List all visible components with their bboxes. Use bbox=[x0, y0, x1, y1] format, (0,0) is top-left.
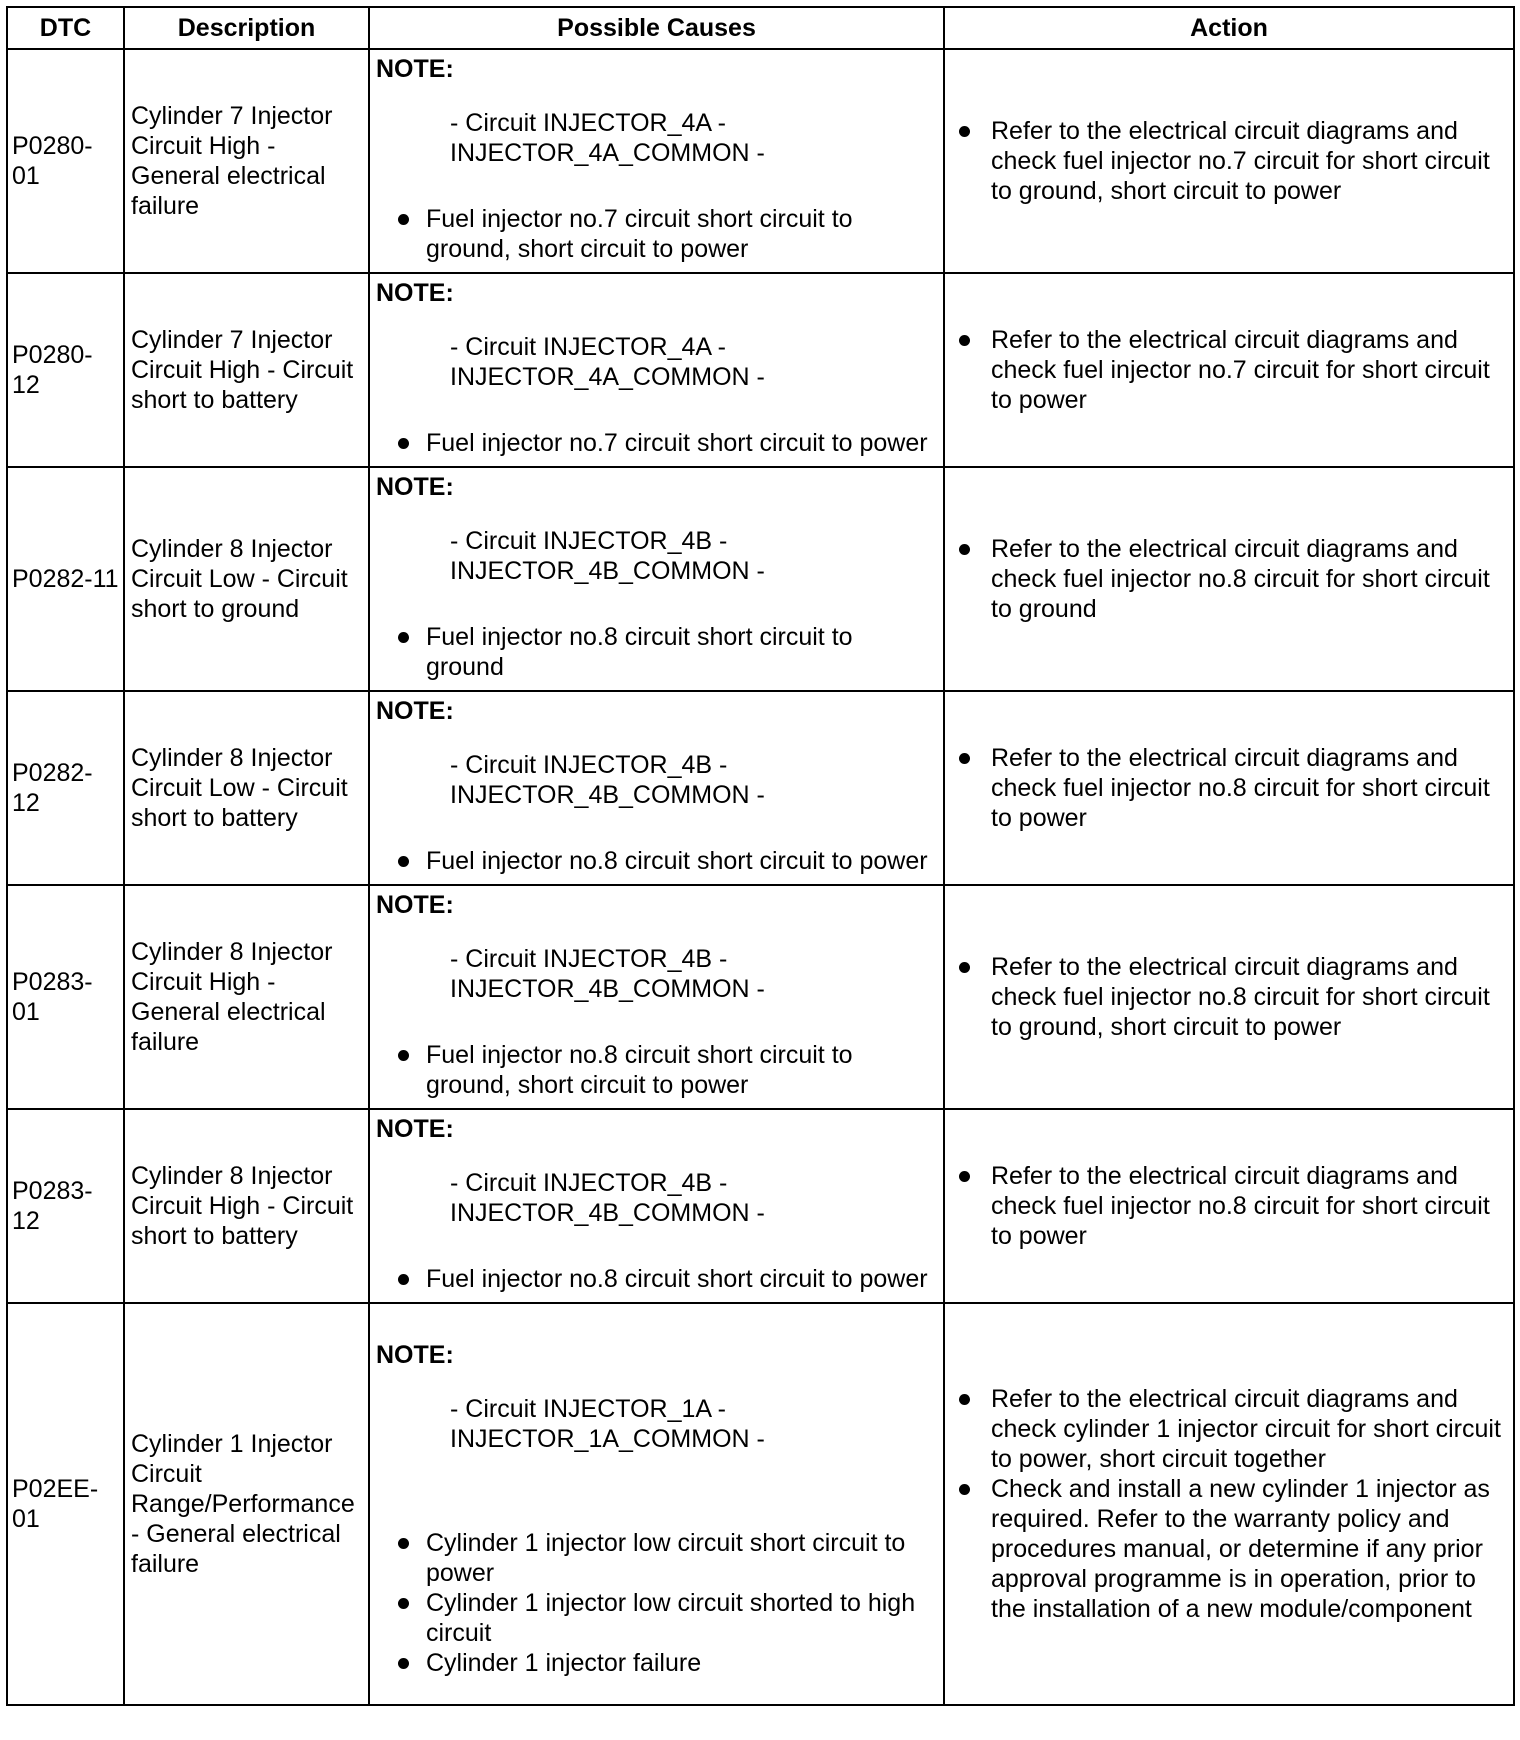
action-cell bbox=[944, 273, 1514, 467]
list-item: Refer to the electrical circuit diagrams and check fuel injector no.8 circuit for short circuit to ground, short circuit to power bbox=[959, 952, 1505, 1042]
possible-causes-cell bbox=[369, 467, 944, 691]
dtc-code: P0283-12 bbox=[7, 1109, 124, 1303]
note-label: NOTE: bbox=[376, 1341, 454, 1369]
dtc-description: Cylinder 8 Injector Circuit High - Circuit short to battery bbox=[124, 1109, 369, 1303]
list-item: Refer to the electrical circuit diagrams and check fuel injector no.8 circuit for short circuit to ground bbox=[959, 534, 1505, 624]
note-label: NOTE: bbox=[376, 891, 454, 919]
dtc-description: Cylinder 8 Injector Circuit High - General electrical failure bbox=[124, 885, 369, 1109]
dtc-code: P0282-11 bbox=[7, 467, 124, 691]
header-dtc: DTC bbox=[7, 7, 124, 49]
possible-causes-cell bbox=[369, 885, 944, 1109]
dtc-code: P0283-01 bbox=[7, 885, 124, 1109]
note-label: NOTE: bbox=[376, 279, 454, 307]
causes-list bbox=[398, 428, 937, 458]
actions-list bbox=[967, 116, 1505, 206]
list-item: Refer to the electrical circuit diagrams and check fuel injector no.8 circuit for short circuit to power bbox=[959, 1161, 1505, 1251]
dtc-description: Cylinder 8 Injector Circuit Low - Circuit short to battery bbox=[124, 691, 369, 885]
action-cell bbox=[944, 467, 1514, 691]
list-item: Check and install a new cylinder 1 injector as required. Refer to the warranty policy and procedures manual, or determine if any prior approval programme is in operation, prior to the installation of a new module/component bbox=[959, 1474, 1505, 1624]
causes-list bbox=[398, 622, 937, 682]
note-label: NOTE: bbox=[376, 1115, 454, 1143]
dtc-code: P0282-12 bbox=[7, 691, 124, 885]
possible-causes-cell bbox=[369, 273, 944, 467]
circuit-name: - Circuit INJECTOR_4B - INJECTOR_4B_COMMON - bbox=[450, 751, 765, 809]
table-row bbox=[7, 1303, 1514, 1705]
possible-causes-cell bbox=[369, 1303, 944, 1705]
list-item: Cylinder 1 injector low circuit short circuit to power bbox=[398, 1528, 937, 1588]
circuit-name: - Circuit INJECTOR_4B - INJECTOR_4B_COMMON - bbox=[450, 527, 765, 585]
action-cell bbox=[944, 1303, 1514, 1705]
possible-causes-cell bbox=[369, 1109, 944, 1303]
circuit-name: - Circuit INJECTOR_4B - INJECTOR_4B_COMMON - bbox=[450, 1169, 765, 1227]
causes-list bbox=[398, 204, 937, 264]
dtc-description: Cylinder 1 Injector Circuit Range/Performance - General electrical failure bbox=[124, 1303, 369, 1705]
dtc-code: P02EE-01 bbox=[7, 1303, 124, 1705]
table-row bbox=[7, 885, 1514, 1109]
actions-list bbox=[967, 952, 1505, 1042]
actions-list bbox=[967, 534, 1505, 624]
circuit-name: - Circuit INJECTOR_4A - INJECTOR_4A_COMMON - bbox=[450, 333, 765, 391]
dtc-code: P0280-12 bbox=[7, 273, 124, 467]
note-label: NOTE: bbox=[376, 473, 454, 501]
causes-list bbox=[398, 1264, 937, 1294]
dtc-description: Cylinder 7 Injector Circuit High - Circuit short to battery bbox=[124, 273, 369, 467]
table-row bbox=[7, 49, 1514, 273]
dtc-table bbox=[6, 6, 1515, 1706]
note-label: NOTE: bbox=[376, 697, 454, 725]
table-row bbox=[7, 691, 1514, 885]
table-row bbox=[7, 467, 1514, 691]
circuit-name: - Circuit INJECTOR_1A - INJECTOR_1A_COMMON - bbox=[450, 1395, 765, 1453]
action-cell bbox=[944, 1109, 1514, 1303]
list-item: Fuel injector no.8 circuit short circuit to power bbox=[398, 1264, 937, 1294]
possible-causes-cell bbox=[369, 49, 944, 273]
list-item: Cylinder 1 injector low circuit shorted to high circuit bbox=[398, 1588, 937, 1648]
causes-list bbox=[398, 1040, 937, 1100]
list-item: Refer to the electrical circuit diagrams and check fuel injector no.7 circuit for short circuit to power bbox=[959, 325, 1505, 415]
list-item: Cylinder 1 injector failure bbox=[398, 1648, 937, 1678]
list-item: Refer to the electrical circuit diagrams and check fuel injector no.7 circuit for short circuit to ground, short circuit to power bbox=[959, 116, 1505, 206]
circuit-name: - Circuit INJECTOR_4B - INJECTOR_4B_COMMON - bbox=[450, 945, 765, 1003]
action-cell bbox=[944, 885, 1514, 1109]
list-item: Refer to the electrical circuit diagrams and check cylinder 1 injector circuit for short circuit to power, short circuit together bbox=[959, 1384, 1505, 1474]
causes-list bbox=[398, 1528, 937, 1678]
actions-list bbox=[967, 1161, 1505, 1251]
dtc-description: Cylinder 8 Injector Circuit Low - Circuit short to ground bbox=[124, 467, 369, 691]
actions-list bbox=[967, 1384, 1505, 1624]
actions-list bbox=[967, 743, 1505, 833]
table-header-row bbox=[7, 7, 1514, 49]
header-action: Action bbox=[944, 7, 1514, 49]
table-row bbox=[7, 273, 1514, 467]
causes-list bbox=[398, 846, 937, 876]
list-item: Fuel injector no.7 circuit short circuit to ground, short circuit to power bbox=[398, 204, 937, 264]
list-item: Fuel injector no.8 circuit short circuit to power bbox=[398, 846, 937, 876]
list-item: Refer to the electrical circuit diagrams and check fuel injector no.8 circuit for short circuit to power bbox=[959, 743, 1505, 833]
list-item: Fuel injector no.8 circuit short circuit to ground, short circuit to power bbox=[398, 1040, 937, 1100]
circuit-name: - Circuit INJECTOR_4A - INJECTOR_4A_COMMON - bbox=[450, 109, 765, 167]
list-item: Fuel injector no.7 circuit short circuit to power bbox=[398, 428, 937, 458]
possible-causes-cell bbox=[369, 691, 944, 885]
action-cell bbox=[944, 691, 1514, 885]
dtc-table-container bbox=[6, 6, 1515, 1706]
action-cell bbox=[944, 49, 1514, 273]
actions-list bbox=[967, 325, 1505, 415]
list-item: Fuel injector no.8 circuit short circuit to ground bbox=[398, 622, 937, 682]
header-possible-causes: Possible Causes bbox=[369, 7, 944, 49]
dtc-code: P0280-01 bbox=[7, 49, 124, 273]
dtc-description: Cylinder 7 Injector Circuit High - General electrical failure bbox=[124, 49, 369, 273]
header-description: Description bbox=[124, 7, 369, 49]
table-row bbox=[7, 1109, 1514, 1303]
note-label: NOTE: bbox=[376, 55, 454, 83]
